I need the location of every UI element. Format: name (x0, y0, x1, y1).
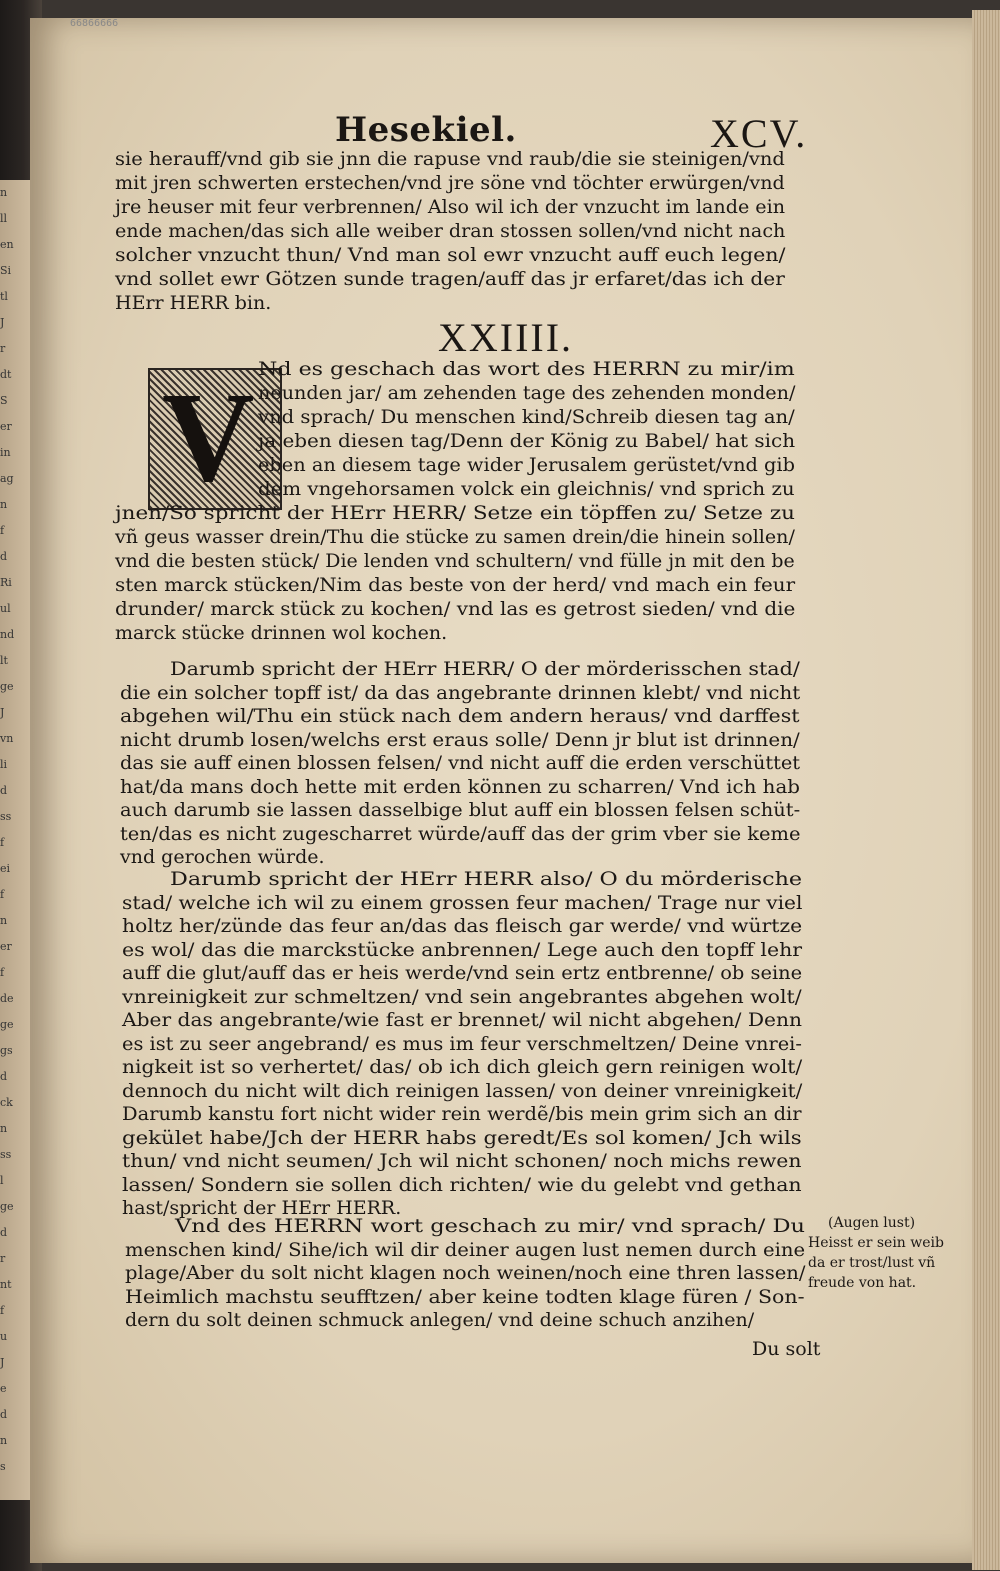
text-line: hast/spricht der HErr HERR. (122, 1197, 402, 1219)
top-label: 66866666 (70, 18, 119, 29)
prev-page-fragment: ul (0, 602, 11, 615)
prev-page-fragment: f (0, 836, 5, 849)
text-line: lassen/ Sondern sie sollen dich richten/ wie du gelebt vnd gethan (122, 1173, 802, 1196)
prev-page-fragment: dt (0, 368, 12, 381)
text-line: eben an diesem tage wider Jerusalem gerüstet/vnd gib (258, 454, 795, 476)
text-line: Darumb spricht der HErr HERR also/ O du mörderische (170, 868, 803, 890)
prev-page-fragment: r (0, 1252, 6, 1265)
prev-page-fragment: vn (0, 732, 14, 745)
catchword: Du solt (752, 1338, 821, 1360)
margin-note-line: Heisst er sein weib (808, 1235, 944, 1251)
prev-page-fragment: J (0, 1356, 5, 1369)
prev-page-fragment: s (0, 1460, 6, 1473)
prev-page-fragment: en (0, 238, 14, 251)
text-line: thun/ vnd nicht seumen/ Jch wil nicht schonen/ noch michs rewen (122, 1150, 802, 1172)
prev-page-fragment: ge (0, 680, 14, 693)
prev-page-fragment: d (0, 1408, 8, 1421)
prev-page-fragment: u (0, 1330, 8, 1343)
page-edges (972, 10, 1000, 1570)
prev-page-fragment: n (0, 914, 8, 927)
text-line: vñ geus wasser drein/Thu die stücke zu samen drein/die hinein sollen/ (115, 526, 795, 548)
text-line: neunden jar/ am zehenden tage des zehenden monden/ (258, 382, 796, 404)
prev-page-fragment: ag (0, 472, 14, 485)
folio-number: XCV. (710, 111, 808, 156)
prev-page-fragment: f (0, 1304, 5, 1317)
prev-page-fragment: de (0, 992, 14, 1005)
text-line: vnd gerochen würde. (120, 846, 325, 868)
text-line: sten marck stücken/Nim das beste von der herd/ vnd mach ein feur (115, 574, 796, 596)
prev-page-fragment: d (0, 1226, 8, 1239)
text-line: hat/da mans doch hette mit erden können zu scharren/ Vnd ich hab (120, 775, 800, 798)
text-line: nigkeit ist so verhertet/ das/ ob ich dich gleich gern reinigen wolt/ (122, 1056, 803, 1078)
prev-page-fragment: d (0, 784, 8, 797)
prev-page-fragment: nd (0, 628, 15, 641)
text-line: jnen/So spricht der HErr HERR/ Setze ein töpffen zu/ Setze zu (115, 502, 795, 524)
text-line: nicht drumb losen/welchs erst eraus solle/ Denn jr blut ist drinnen/ (120, 728, 800, 751)
prev-page-fragment: Ri (0, 576, 12, 589)
prev-page-fragment: r (0, 342, 6, 355)
text-line: ten/das es nicht zugescharret würde/auff das der grim vber sie keme (120, 822, 801, 845)
text-line: vnd die besten stück/ Die lenden vnd schultern/ vnd fülle jn mit den be (115, 550, 795, 572)
text-line: abgehen wil/Thu ein stück nach dem andern heraus/ vnd darffest (120, 705, 800, 727)
prev-page-fragment: in (0, 446, 11, 459)
prev-page-fragment: li (0, 758, 8, 771)
text-line: dennoch du nicht wilt dich reinigen lassen/ von deiner vnreinigkeit/ (122, 1079, 803, 1102)
text-line: Heimlich machstu seufftzen/ aber keine todten klage füren / Son- (125, 1285, 805, 1308)
text-line: ende machen/das sich alle weiber dran stossen sollen/vnd nicht nach (115, 220, 786, 242)
chapter-number: XXIIII. (438, 315, 574, 360)
text-line: mit jren schwerten erstechen/vnd jre söne vnd töchter erwürgen/vnd (115, 172, 785, 194)
margin-note-line: freude von hat. (808, 1275, 917, 1291)
running-head: Hesekiel. (335, 110, 517, 150)
text-line: es wol/ das die marckstücke anbrennen/ Lege auch den topff lehr (122, 938, 803, 961)
text-line: Nd es geschach das wort des HERRN zu mir/im (258, 358, 795, 380)
prev-page-fragment: d (0, 550, 8, 563)
text-line: dern du solt deinen schmuck anlegen/ vnd deine schuch anzihen/ (125, 1309, 755, 1331)
prev-page-fragment: ss (0, 1148, 12, 1161)
prev-page-fragment: n (0, 1122, 8, 1135)
text-line: die ein solcher topff ist/ da das angebrante drinnen klebt/ vnd nicht (120, 681, 801, 704)
text-line: sie herauff/vnd gib sie jnn die rapuse vnd raub/die sie steinigen/vnd (115, 148, 785, 170)
prev-page-fragment: ei (0, 862, 11, 875)
margin-note-line: (Augen lust) (828, 1215, 916, 1231)
prev-page-fragment: f (0, 966, 5, 979)
prev-page-fragment: ll (0, 212, 8, 225)
prev-page-fragment: J (0, 706, 5, 719)
text-line: plage/Aber du solt nicht klagen noch weinen/noch eine thren lassen/ (125, 1262, 806, 1284)
prev-page-fragment: ss (0, 810, 12, 823)
text-line: Vnd des HERRN wort geschach zu mir/ vnd sprach/ Du (175, 1215, 805, 1237)
prev-page-fragment: Si (0, 264, 12, 277)
text-line: solcher vnzucht thun/ Vnd man sol ewr vnzucht auff euch legen/ (115, 244, 786, 266)
prev-page-fragment: f (0, 524, 5, 537)
prev-page-fragment: S (0, 394, 8, 407)
prev-page-fragment: tl (0, 290, 8, 303)
text-line: marck stücke drinnen wol kochen. (115, 622, 448, 644)
text-line: vnd sprach/ Du menschen kind/Schreib diesen tag an/ (258, 406, 795, 428)
text-line: Darumb kanstu fort nicht wider rein werdẽ/bis mein grim sich an dir (122, 1103, 802, 1125)
text-line: gekület habe/Jch der HERR habs geredt/Es sol komen/ Jch wils (122, 1126, 802, 1149)
prev-page-fragment: lt (0, 654, 8, 667)
prev-page-fragment: e (0, 1382, 7, 1395)
margin-note-line: da er trost/lust vñ (808, 1255, 936, 1271)
text-line: das sie auff einen blossen felsen/ vnd nicht auff die erden verschüttet (120, 752, 801, 774)
previous-page-strip (0, 180, 30, 1500)
text-line: auff die glut/auff das er heis werde/vnd sein ertz entbrenne/ ob seine (122, 962, 803, 984)
prev-page-fragment: ge (0, 1018, 14, 1031)
prev-page-fragment: n (0, 186, 8, 199)
text-line: drunder/ marck stück zu kochen/ vnd las es getrost sieden/ vnd die (115, 598, 796, 620)
prev-page-fragment: ge (0, 1200, 14, 1213)
text-line: HErr HERR bin. (115, 292, 272, 314)
text-line: Aber das angebrante/wie fast er brennet/ wil nicht abgehen/ Denn (122, 1009, 802, 1031)
text-line: es ist zu seer angebrand/ es mus im feur verschmeltzen/ Deine vnrei- (122, 1032, 802, 1055)
prev-page-fragment: J (0, 316, 5, 329)
prev-page-fragment: f (0, 888, 5, 901)
prev-page-fragment: ck (0, 1096, 13, 1109)
text-line: vnd sollet ewr Götzen sunde tragen/auff das jr erfaret/das ich der (115, 268, 785, 290)
text-line: menschen kind/ Sihe/ich wil dir deiner augen lust nemen durch eine (125, 1238, 806, 1261)
text-line: dem vngehorsamen volck ein gleichnis/ vnd sprich zu (258, 478, 795, 500)
text-line: ja eben diesen tag/Denn der König zu Babel/ hat sich (258, 430, 796, 452)
text-line: jre heuser mit feur verbrennen/ Also wil ich der vnzucht im lande ein (115, 196, 785, 218)
book-page (30, 18, 976, 1563)
initial-letter: V (162, 366, 255, 508)
text-line: Darumb spricht der HErr HERR/ O der mörderisschen stad/ (170, 658, 800, 680)
prev-page-fragment: nt (0, 1278, 12, 1291)
prev-page-fragment: l (0, 1174, 4, 1187)
prev-page-fragment: gs (0, 1044, 13, 1057)
prev-page-fragment: er (0, 420, 12, 433)
text-line: stad/ welche ich wil zu einem grossen feur machen/ Trage nur viel (122, 891, 803, 914)
prev-page-fragment: er (0, 940, 12, 953)
text-line: holtz her/zünde das feur an/das das fleisch gar werde/ vnd würtze (122, 915, 803, 937)
prev-page-fragment: d (0, 1070, 8, 1083)
prev-page-fragment: n (0, 498, 8, 511)
text-line: auch darumb sie lassen dasselbige blut auff ein blossen felsen schüt- (120, 799, 801, 821)
text-line: vnreinigkeit zur schmeltzen/ vnd sein angebrantes abgehen wolt/ (122, 985, 802, 1008)
prev-page-fragment: n (0, 1434, 8, 1447)
